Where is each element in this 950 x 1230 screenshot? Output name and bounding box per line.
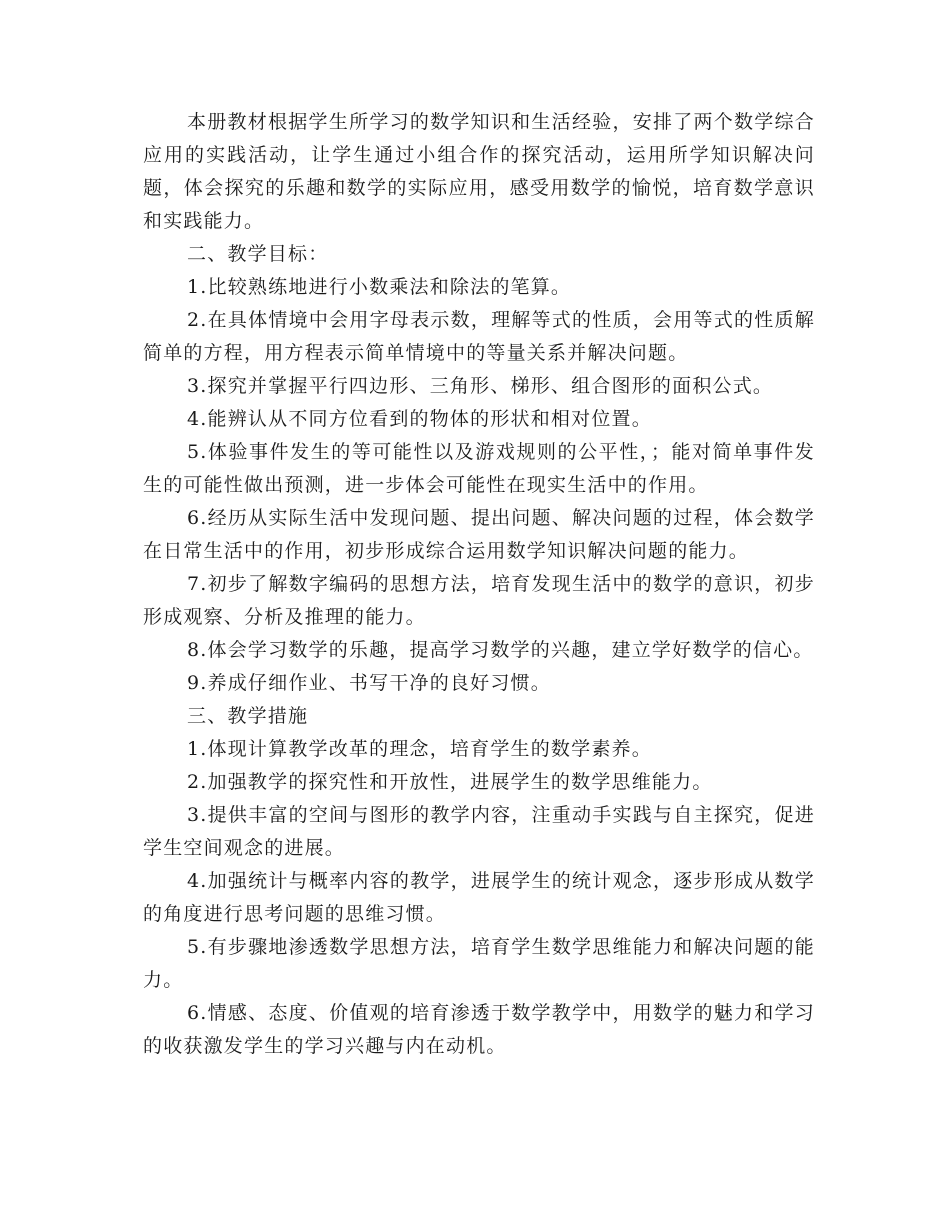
goal-item-6: 6.经历从实际生活中发现问题、提出问题、解决问题的过程，体会数学在日常生活中的作用，初步形成综合运用数学知识解决问题的能力。 — [143, 507, 815, 562]
goal-item-3: 3.探究并掌握平行四边形、三角形、梯形、组合图形的面积公式。 — [187, 375, 774, 397]
section-heading-measures: 三、教学措施 — [187, 705, 309, 727]
measure-item-4: 4.加强统计与概率内容的教学，进展学生的统计观念，逐步形成从数学的角度进行思考问题的思维习惯。 — [143, 870, 815, 925]
goal-item-7: 7.初步了解数字编码的思想方法，培育发现生活中的数学的意识，初步形成观察、分析及推理的能力。 — [143, 573, 815, 628]
goal-item-8: 8.体会学习数学的乐趣，提高学习数学的兴趣，建立学好数学的信心。 — [187, 639, 814, 661]
document-body — [143, 106, 815, 1063]
goal-item-2: 2.在具体情境中会用字母表示数，理解等式的性质，会用等式的性质解简单的方程，用方程表示简单情境中的等量关系并解决问题。 — [143, 309, 815, 364]
measure-item-1: 1.体现计算教学改革的理念，培育学生的数学素养。 — [187, 738, 652, 760]
goal-item-1: 1.比较熟练地进行小数乘法和除法的笔算。 — [187, 276, 572, 298]
goal-item-5: 5.体验事件发生的等可能性以及游戏规则的公平性，；能对简单事件发生的可能性做出预测，进一步体会可能性在现实生活中的作用。 — [143, 441, 815, 496]
goal-item-9: 9.养成仔细作业、书写干净的良好习惯。 — [187, 672, 551, 694]
measure-item-5: 5.有步骤地渗透数学思想方法，培育学生数学思维能力和解决问题的能力。 — [143, 936, 815, 991]
goal-item-4: 4.能辨认从不同方位看到的物体的形状和相对位置。 — [187, 408, 652, 430]
measure-item-3: 3.提供丰富的空间与图形的教学内容，注重动手实践与自主探究，促进学生空间观念的进展。 — [143, 804, 815, 859]
measure-item-6: 6.情感、态度、价值观的培育渗透于数学教学中，用数学的魅力和学习的收获激发学生的学习兴趣与内在动机。 — [143, 1002, 815, 1057]
measure-item-2: 2.加强教学的探究性和开放性，进展学生的数学思维能力。 — [187, 771, 713, 793]
paragraph-intro: 本册教材根据学生所学习的数学知识和生活经验，安排了两个数学综合应用的实践活动，让学生通过小组合作的探究活动，运用所学知识解决问题，体会探究的乐趣和数学的实际应用，感受用数学的愉悦，培育数学意识和实践能力。 — [143, 111, 815, 232]
section-heading-goals: 二、教学目标： — [187, 243, 329, 265]
